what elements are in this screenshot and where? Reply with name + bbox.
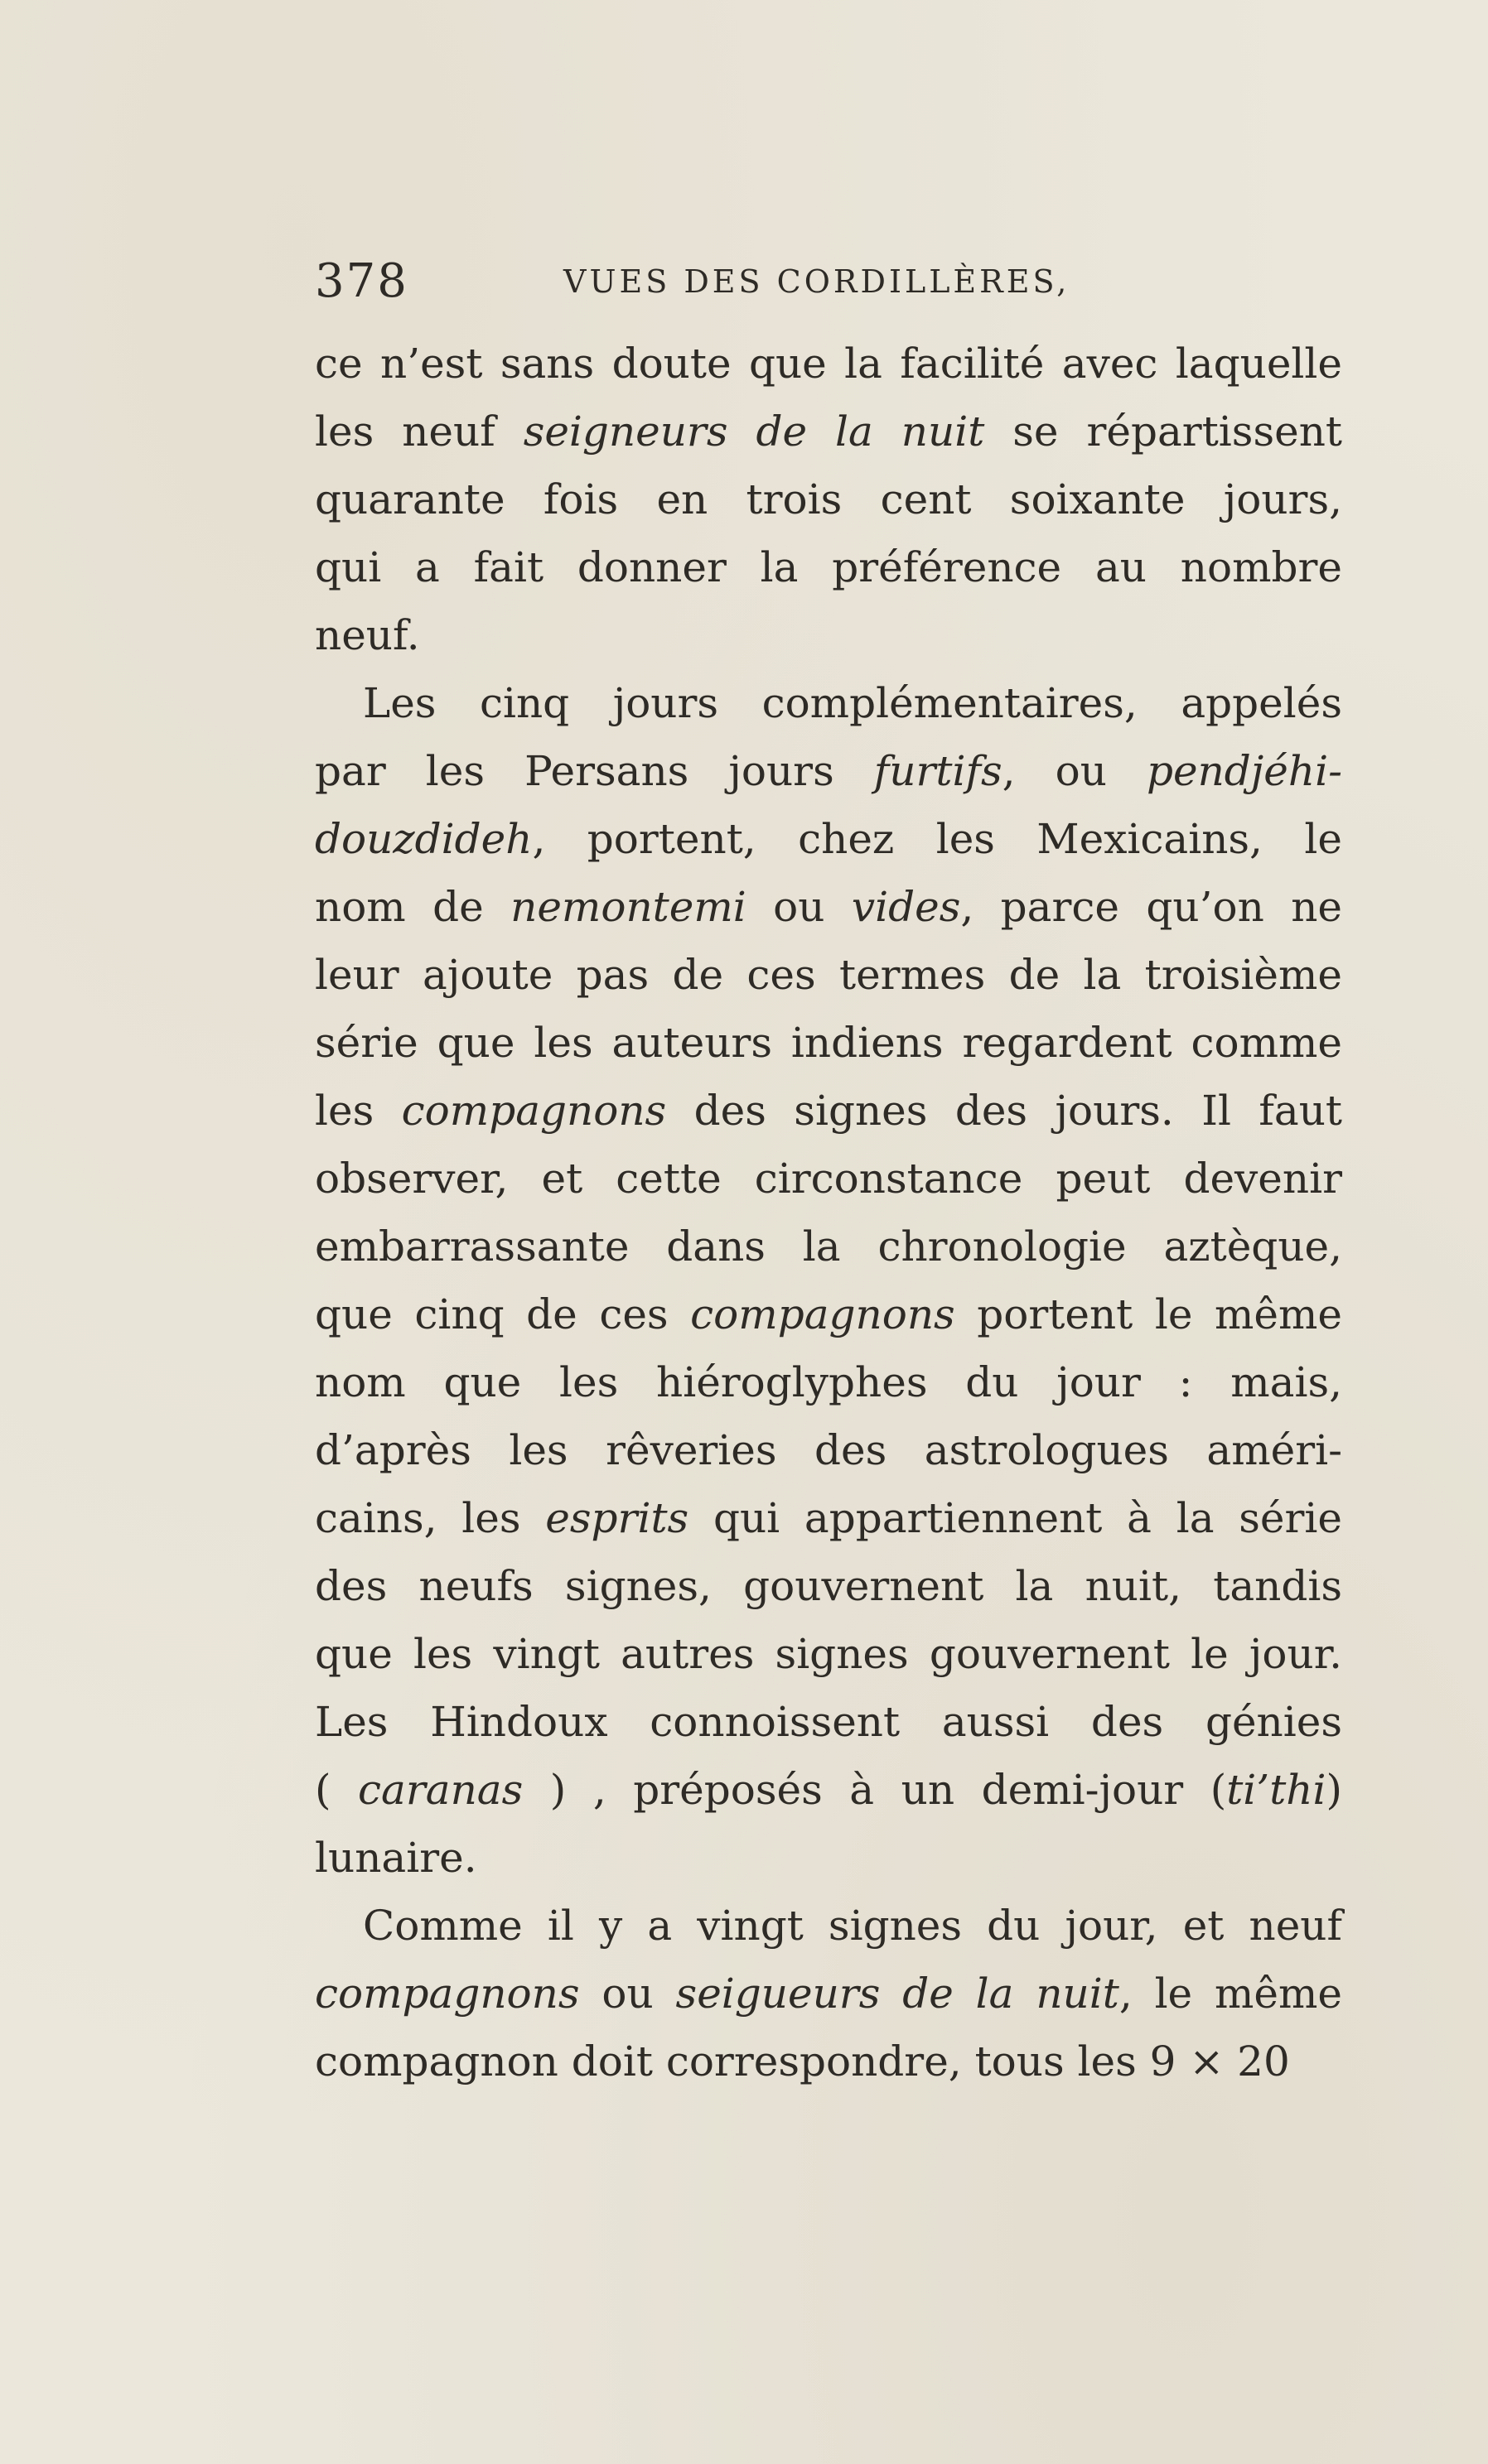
italic-text: caranas	[358, 1766, 524, 1814]
text-span: observer, et cette circonstance peut devenir	[315, 1155, 1342, 1203]
text-line	[315, 1280, 1342, 1348]
italic-text: ti’thi	[1226, 1766, 1326, 1814]
text-span: , le même	[1118, 1970, 1343, 2018]
text-span: )	[1326, 1766, 1342, 1814]
body-text	[315, 330, 1342, 2095]
text-span: des neufs signes, gouvernent la nuit, tandis	[315, 1562, 1342, 1610]
text-line	[315, 941, 1342, 1009]
text-span: ou	[746, 883, 852, 931]
text-line	[315, 1552, 1342, 1620]
text-span: série que les auteurs indiens regardent comme	[315, 1019, 1342, 1067]
text-line	[315, 1756, 1342, 1824]
text-span: des signes des jours. Il faut	[666, 1087, 1342, 1135]
text-span: que cinq de ces	[315, 1290, 691, 1338]
text-line	[315, 398, 1342, 465]
text-span: par les Persans jours	[315, 747, 874, 795]
text-line	[315, 669, 1342, 737]
text-span: lunaire.	[315, 1834, 477, 1882]
text-line	[315, 1484, 1342, 1552]
italic-text: furtifs	[873, 747, 1002, 795]
text-span: Les Hindoux connoissent aussi des génies	[315, 1698, 1342, 1746]
text-line	[315, 1688, 1342, 1756]
text-line	[315, 1620, 1342, 1688]
text-span: Les cinq jours complémentaires, appelés	[363, 679, 1342, 727]
text-span: portent le même	[954, 1290, 1342, 1338]
italic-text: compagnons	[315, 1970, 580, 2018]
text-line	[315, 1892, 1342, 1960]
text-line	[315, 465, 1342, 533]
text-span: , ou	[1002, 747, 1147, 795]
text-line	[315, 601, 1342, 669]
text-line	[315, 1077, 1342, 1145]
text-line	[315, 805, 1342, 873]
italic-text: esprits	[545, 1494, 689, 1542]
text-span: cains, les	[315, 1494, 546, 1542]
text-line	[315, 2028, 1342, 2095]
text-span: d’après les rêveries des astrologues améri-	[315, 1426, 1342, 1474]
text-line	[315, 1213, 1342, 1280]
text-line	[315, 330, 1342, 398]
text-span: les	[315, 1087, 402, 1135]
text-span: qui appartiennent à la série	[688, 1494, 1342, 1542]
page-number: 378	[315, 254, 408, 308]
text-span: ce n’est sans doute que la facilité avec laquelle	[315, 340, 1342, 388]
page-header	[315, 248, 1342, 315]
text-line	[315, 737, 1342, 805]
text-line	[315, 1416, 1342, 1484]
text-line	[315, 1824, 1342, 1892]
text-line	[315, 873, 1342, 941]
text-span: se répartissent	[984, 407, 1342, 456]
text-span: , parce qu’on ne	[960, 883, 1342, 931]
text-span: que les vingt autres signes gouvernent le jour.	[315, 1630, 1342, 1678]
text-line	[315, 1145, 1342, 1213]
italic-text: compagnons	[690, 1290, 955, 1338]
italic-text: seigneurs de la nuit	[523, 407, 985, 456]
text-span: leur ajoute pas de ces termes de la troisième	[315, 951, 1342, 999]
text-span: qui a fait donner la préférence au nombre	[315, 543, 1342, 591]
italic-text: vides	[851, 883, 961, 931]
text-span: ) , préposés à un demi-jour (	[523, 1766, 1227, 1814]
text-span: embarrassante dans la chronologie aztèque,	[315, 1222, 1342, 1271]
text-span: (	[315, 1766, 359, 1814]
text-span: quarante fois en trois cent soixante jours,	[315, 475, 1342, 523]
text-line	[315, 1960, 1342, 2028]
italic-text: seigueurs de la nuit	[675, 1970, 1119, 2018]
text-span: nom que les hiéroglyphes du jour : mais,	[315, 1358, 1342, 1406]
italic-text: compagnons	[401, 1087, 667, 1135]
text-span: neuf.	[315, 611, 420, 659]
text-line	[315, 1348, 1342, 1416]
italic-text: pendjéhi-	[1146, 747, 1342, 795]
text-span: compagnon doit correspondre, tous les 9 × 20	[315, 2037, 1290, 2085]
text-span: les neuf	[315, 407, 524, 456]
text-line	[315, 533, 1342, 601]
text-line	[315, 1009, 1342, 1077]
running-title: VUES DES CORDILLÈRES,	[563, 263, 1070, 300]
text-span: Comme il y a vingt signes du jour, et neuf	[363, 1902, 1342, 1950]
text-span: nom de	[315, 883, 511, 931]
text-span: , portent, chez les Mexicains, le	[532, 815, 1342, 863]
text-span: ou	[579, 1970, 676, 2018]
italic-text: douzdideh	[315, 815, 533, 863]
italic-text: nemontemi	[510, 883, 746, 931]
